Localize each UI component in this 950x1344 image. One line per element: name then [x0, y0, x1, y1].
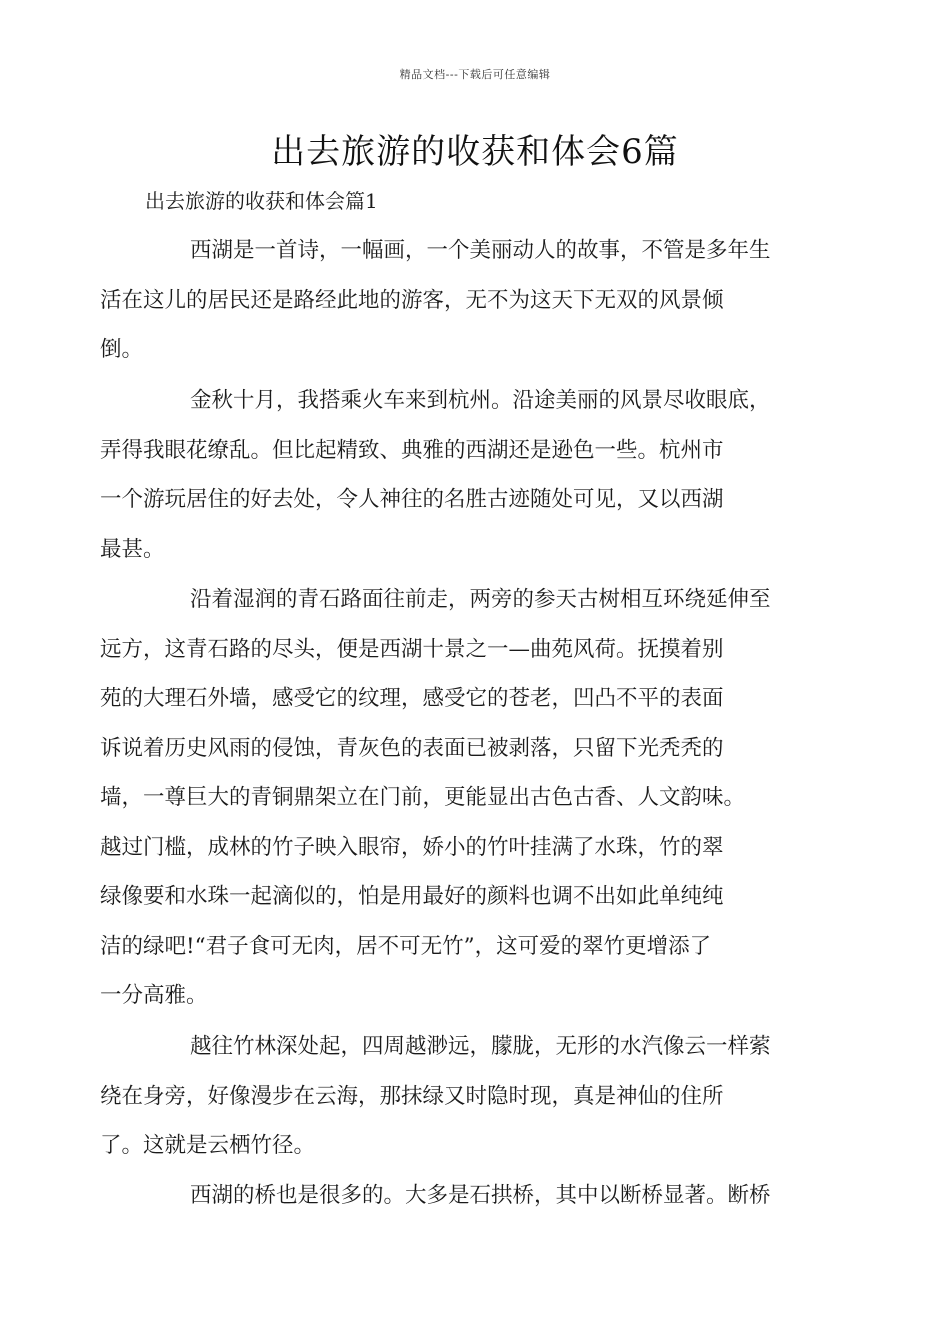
paragraph-line: 一个游玩居住的好去处，令人神往的名胜古迹随处可见，又以西湖 [100, 487, 724, 512]
paragraph-line: 一分高雅。 [100, 983, 208, 1008]
paragraph-line: 苑的大理石外墙，感受它的纹理，感受它的苍老，凹凸不平的表面 [100, 686, 724, 711]
paragraph-line: 金秋十月，我搭乘火车来到杭州。沿途美丽的风景尽收眼底， [190, 388, 771, 413]
paragraph-line: 弄得我眼花缭乱。但比起精致、典雅的西湖还是逊色一些。杭州市 [100, 437, 724, 463]
paragraph-2 [100, 376, 815, 574]
paragraph-line: 西湖的桥也是很多的。大多是石拱桥，其中以断桥显著。断桥 [190, 1183, 771, 1208]
paragraph-3 [100, 575, 815, 1021]
paragraph-line: 越往竹林深处起，四周越渺远，朦胧，无形的水汽像云一样萦 [190, 1034, 771, 1059]
paragraph-line: 了。这就是云栖竹径。 [100, 1133, 316, 1158]
paragraph-line: 倒。 [100, 337, 144, 362]
paragraph-line: 诉说着历史风雨的侵蚀，青灰色的表面已被剥落，只留下光秃秃的 [100, 735, 724, 761]
paragraph-1 [100, 226, 815, 375]
paragraph-line: 活在这儿的居民还是路经此地的游客，无不为这天下无双的风景倾 [100, 287, 724, 313]
paragraph-4 [100, 1022, 815, 1171]
paragraph-line: 西湖是一首诗，一幅画，一个美丽动人的故事，不管是多年生 [190, 238, 771, 263]
paragraph-line: 绕在身旁，好像漫步在云海，那抹绿又时隐时现，真是神仙的住所 [100, 1083, 724, 1109]
paragraph-line: 最甚。 [100, 536, 165, 562]
paragraph-line: 洁的绿吧!“君子食可无肉，居不可无竹”，这可爱的翠竹更增添了 [100, 933, 712, 959]
paragraph-line: 远方，这青石路的尽头，便是西湖十景之一—曲苑风荷。抚摸着别 [100, 636, 724, 662]
paragraph-line: 沿着湿润的青石路面往前走，两旁的参天古树相互环绕延伸至 [190, 587, 771, 612]
paragraph-5 [145, 1171, 815, 1221]
paragraph-line: 墙，一尊巨大的青铜鼎架立在门前，更能显出古色古香、人文韵味。 [100, 785, 746, 810]
section-heading: 出去旅游的收获和体会篇1 [145, 189, 378, 213]
paragraph-line: 越过门槛，成林的竹子映入眼帘，娇小的竹叶挂满了水珠，竹的翠 [100, 834, 724, 860]
page-header: 精品文档---下载后可任意编辑 [399, 68, 551, 81]
document-title: 出去旅游的收获和体会6篇 [271, 132, 679, 172]
paragraph-line: 绿像要和水珠一起滴似的，怕是用最好的颜料也调不出如此单纯纯 [100, 884, 724, 909]
